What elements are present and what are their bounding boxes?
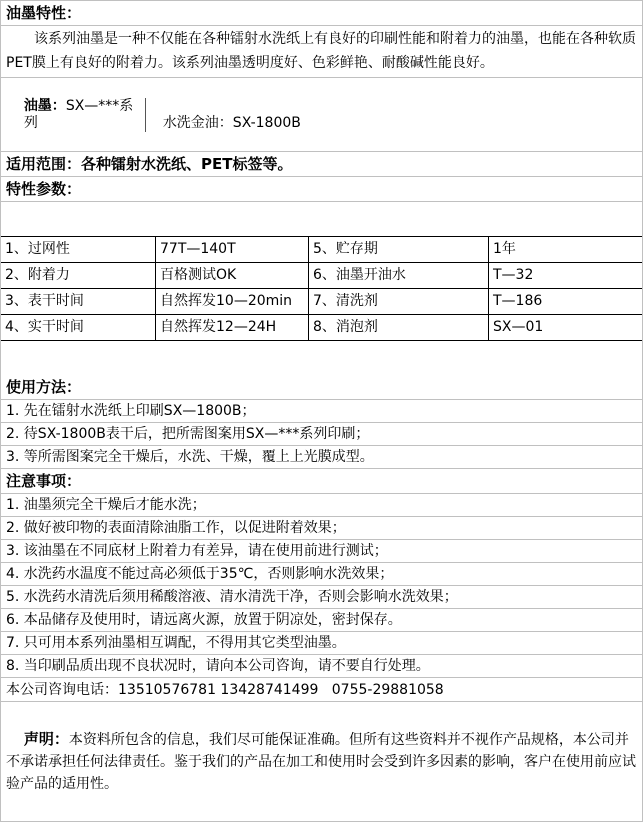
note-item-1: 1. 油墨须完全干燥后才能水洗；	[1, 494, 642, 517]
param-label: 7、清洗剂	[309, 289, 489, 315]
param-value: 77T—140T	[156, 237, 309, 263]
param-value: 自然挥发12—24H	[156, 315, 309, 341]
note-item-7: 7. 只可用本系列油墨相互调配，不得用其它类型油墨。	[1, 632, 642, 655]
statement-label: 声明：	[24, 730, 69, 748]
params-table-row-1	[1, 237, 643, 263]
param-label: 3、表干时间	[1, 289, 156, 315]
statement-paragraph	[1, 702, 642, 821]
params-table-row	[1, 202, 642, 375]
param-value: 百格测试OK	[156, 263, 309, 289]
contact-phone-line: 本公司咨询电话：13510576781 13428741499 0755-29881058	[1, 678, 642, 702]
usage-heading: 使用方法：	[1, 375, 642, 400]
params-table-row-4	[1, 315, 643, 341]
param-label: 1、过网性	[1, 237, 156, 263]
ink-series-value: SX—***系列	[24, 98, 133, 131]
note-item-5: 5. 水洗药水清洗后须用稀酸溶液、清水清洗干净，否则会影响水洗效果；	[1, 586, 642, 609]
params-heading: 特性参数：	[1, 177, 642, 202]
note-item-8: 8. 当印刷品质出现不良状况时，请向本公司咨询，请不要自行处理。	[1, 655, 642, 678]
doc-title: 油墨特性：	[1, 1, 642, 26]
params-table-row-3	[1, 289, 643, 315]
ink-label: 油墨：	[24, 98, 66, 114]
param-label: 5、贮存期	[309, 237, 489, 263]
usage-item-3: 3. 等所需图案完全干燥后，水洗、干燥，覆上上光膜成型。	[1, 446, 642, 469]
param-label: 4、实干时间	[1, 315, 156, 341]
usage-item-2: 2. 待SX-1800B表干后，把所需图案用SX—***系列印刷；	[1, 423, 642, 446]
scope-line: 适用范围：各种镭射水洗纸、PET标签等。	[1, 152, 642, 177]
param-label: 6、油墨开油水	[309, 263, 489, 289]
param-value: 1年	[489, 237, 643, 263]
notes-heading: 注意事项：	[1, 469, 642, 494]
gold-oil-cell: 水洗金油：SX-1800B	[163, 115, 301, 132]
intro-paragraph: 该系列油墨是一种不仅能在各种镭射水洗纸上有良好的印刷性能和附着力的油墨，也能在各种软质PET膜上有良好的附着力。该系列油墨透明度好、色彩鲜艳、耐酸碱性能良好。	[1, 26, 642, 78]
note-item-4: 4. 水洗药水温度不能过高必须低于35℃，否则影响水洗效果；	[1, 563, 642, 586]
ink-series-row	[1, 78, 642, 152]
param-value: SX—01	[489, 315, 643, 341]
ink-series-cell	[24, 98, 146, 132]
param-value: T—186	[489, 289, 643, 315]
statement-text: 本资料所包含的信息，我们尽可能保证准确。但所有这些资料并不视作产品规格，本公司并不承诺承担任何法律责任。鉴于我们的产品在加工和使用时会受到许多因素的影响，客户在使用前应试验产品的适用性。	[6, 732, 636, 792]
usage-item-1: 1. 先在镭射水洗纸上印刷SX—1800B；	[1, 400, 642, 423]
params-table	[0, 236, 643, 341]
param-value: T—32	[489, 263, 643, 289]
note-item-2: 2. 做好被印物的表面清除油脂工作，以促进附着效果；	[1, 517, 642, 540]
note-item-6: 6. 本品储存及使用时，请远离火源，放置于阴凉处，密封保存。	[1, 609, 642, 632]
note-item-3: 3. 该油墨在不同底材上附着力有差异，请在使用前进行测试；	[1, 540, 642, 563]
param-label: 8、消泡剂	[309, 315, 489, 341]
param-value: 自然挥发10—20min	[156, 289, 309, 315]
param-label: 2、附着力	[1, 263, 156, 289]
params-table-row-2	[1, 263, 643, 289]
